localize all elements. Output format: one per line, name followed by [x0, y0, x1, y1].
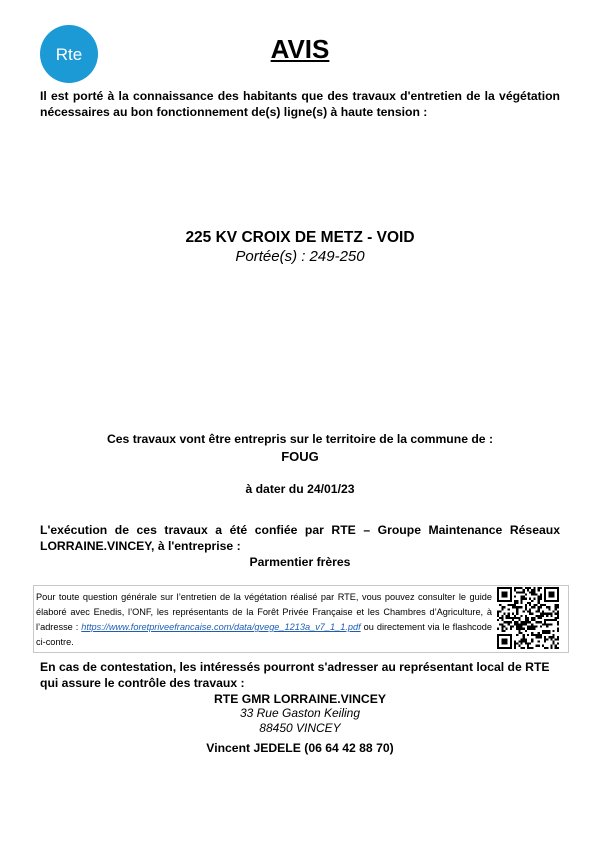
company-name: Parmentier frères: [249, 555, 351, 569]
page-title: AVIS: [270, 34, 330, 64]
info-text-before: Pour toute question générale sur l’entretien de la végétation réalisé par RTE, vous pouvez consulter le guide élaboré avec Enedis, l’ONF, les représentants de la Forêt Privée Française et les Chambres d’Agriculture, à l’adresse :: [36, 592, 492, 632]
territory-label: Ces travaux vont être entrepris sur le territoire de la commune de :: [106, 432, 494, 446]
representative-city: 88450 VINCEY: [259, 721, 341, 735]
qr-code-icon[interactable]: [497, 587, 559, 649]
contest-paragraph: En cas de contestation, les intéressés pourront s'adresser au représentant local de RTE qui assure le contrôle des travaux :: [40, 660, 550, 690]
representative-contact: Vincent JEDELE (06 64 42 88 70): [206, 741, 394, 755]
guide-link[interactable]: https://www.foretpriveefrancaise.com/data/gvege_1213a_v7_1_1.pdf: [81, 622, 361, 632]
svg-text:Rte: Rte: [55, 45, 83, 64]
start-date: à dater du 24/01/23: [245, 482, 355, 496]
info-text-after: ou directement via le flashcode ci-contre.: [36, 622, 492, 647]
line-name: 225 KV CROIX DE METZ - VOID: [185, 229, 415, 246]
intro-paragraph: Il est porté à la connaissance des habitants que des travaux d'entretien de la végétation nécessaires au bon fonctionnement de(s) ligne(s) à haute tension :: [40, 89, 560, 119]
representative-street: 33 Rue Gaston Keiling: [239, 706, 361, 720]
execution-paragraph: L'exécution de ces travaux a été confiée par RTE – Groupe Maintenance Réseaux LORRAINE.VINCEY, à l'entreprise :: [40, 523, 560, 553]
info-text: [36, 590, 492, 650]
info-box: [33, 585, 569, 653]
commune-name: FOUG: [281, 449, 319, 464]
representative-name: RTE GMR LORRAINE.VINCEY: [214, 692, 386, 706]
line-portees: Portée(s) : 249-250: [235, 248, 365, 265]
